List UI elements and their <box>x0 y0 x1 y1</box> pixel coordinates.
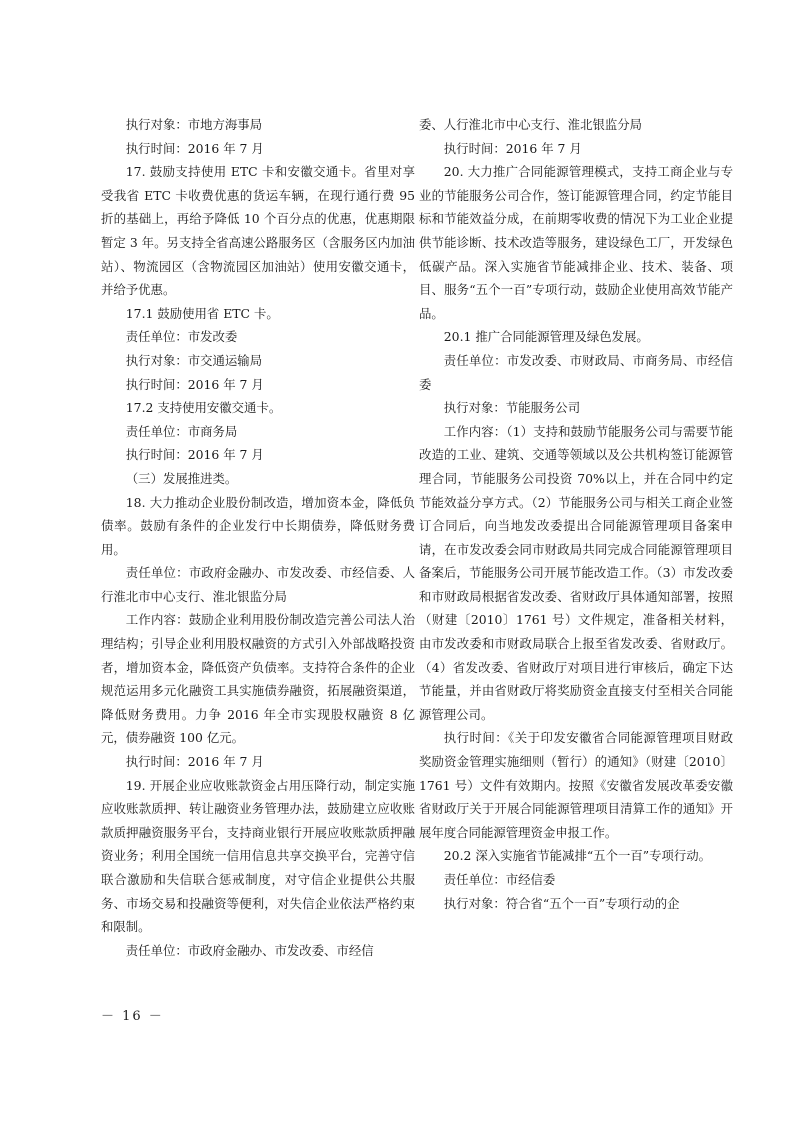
paragraph: 19. 开展企业应收账款资金占用压降行动，制定实施应收账款质押、转让融资业务管理办法，鼓励建立应收账款质押融资服务平台，支持商业银行开展应收账款质押融资业务；利用全国统一信用信息共享交换平台，完善守信联合激励和失信联合惩戒制度，对守信企业提供公共服务、市场交易和投融资等便利，对失信企业依法严格约束和限制。 <box>101 777 415 935</box>
paragraph: 责任单位：市商务局 <box>125 423 238 439</box>
paragraph: 20.1 推广合同能源管理及绿色发展。 <box>443 329 649 345</box>
section-heading: （三）发展推进类。 <box>125 470 238 486</box>
paragraph-continuation: 委、人行淮北市中心支行、淮北银监分局 <box>419 117 643 132</box>
paragraph: 执行时间：2016 年 7 月 <box>125 376 264 392</box>
paragraph: 工作内容：（1）支持和鼓励节能服务公司与需要节能改造的工业、建筑、交通等领域以及公共机构签订能源管理合同，节能服务公司投资 70%以上，并在合同中约定节能效益分享方式。（2）节能服务公司与相关工商企业签订合同后，向当地发改委提出合同能源管理项目备案申请，在市发改委会同市财政局共同完成合同能源管理项目备案后，节能服务公司开展节能改造工作。（3）市发改委和市财政局根据省发改委、省财政厅具体通知部署，按照（财建〔2010〕1761 号）文件规定，准备相关材料，由市发改委和市财政局联合上报至省发改委、省财政厅。（4）省发改委、省财政厅对项目进行审核后，确定下达节能量，并由省财政厅将奖励资金直接支付至相关合同能源管理公司。 <box>419 423 733 722</box>
paragraph: 执行时间：2016 年 7 月 <box>125 140 264 156</box>
page-number: － 16 － <box>101 1009 164 1024</box>
paragraph: 执行对象：市交通运输局 <box>125 352 263 368</box>
paragraph: 18. 大力推动企业股份制改造，增加资本金，降低负债率。鼓励有条件的企业发行中长期债券，降低财务费用。 <box>101 494 415 557</box>
paragraph: 17. 鼓励支持使用 ETC 卡和安徽交通卡。省里对享受我省 ETC 卡收费优惠的货运车辆，在现行通行费 95 折的基础上，再给予降低 10 个百分点的优惠，优惠期限暂定 3 年。另支持全省高速公路服务区（含服务区内加油站）、物流园区（含物流园区加油站）使用安徽交通卡，并给予优惠。 <box>101 164 415 298</box>
paragraph: 执行对象：节能服务公司 <box>443 400 581 416</box>
paragraph: 责任单位：市政府金融办、市发改委、市经信委、人行淮北市中心支行、淮北银监分局 <box>101 565 415 604</box>
paragraph: 20. 大力推广合同能源管理模式，支持工商企业与专业的节能服务公司合作，签订能源管理合同，约定节能目标和节能效益分成，在前期零收费的情况下为工业企业提供节能诊断、技术改造等服务，建设绿色工厂，开发绿色低碳产品。深入实施省节能减排企业、技术、装备、项目、服务“五个一百”专项行动，鼓励企业使用高效节能产品。 <box>419 164 733 321</box>
paragraph: 责任单位：市发改委、市财政局、市商务局、市经信委 <box>419 352 733 392</box>
paragraph: 执行对象：市地方海事局 <box>125 117 263 132</box>
paragraph: 17.1 鼓励使用省 ETC 卡。 <box>125 305 279 321</box>
paragraph: 执行时间：2016 年 7 月 <box>125 754 264 770</box>
paragraph: 执行时间：2016 年 7 月 <box>125 447 264 463</box>
left-column <box>101 113 415 962</box>
paragraph: 20.2 深入实施省节能减排“五个一百”专项行动。 <box>443 848 712 864</box>
paragraph: 17.2 支持使用安徽交通卡。 <box>125 400 282 416</box>
right-column <box>419 113 733 915</box>
paragraph: 责任单位：市政府金融办、市发改委、市经信 <box>125 942 374 958</box>
paragraph: 工作内容：鼓励企业利用股份制改造完善公司法人治理结构；引导企业利用股权融资的方式引入外部战略投资者，增加资本金，降低资产负债率。支持符合条件的企业规范运用多元化融资工具实施债券融资，拓展融资渠道，降低财务费用。力争 2016 年全市实现股权融资 8 亿元，债券融资 100 亿元。 <box>101 612 415 746</box>
paragraph: 执行时间：2016 年 7 月 <box>443 140 582 156</box>
paragraph: 执行时间：《关于印发安徽省合同能源管理项目财政奖励资金管理实施细则（暂行）的通知》（财建〔2010〕1761 号）文件有效期内。按照《安徽省发展改革委安徽省财政厅关于开展合同能源管理项目清算工作的通知》开展年度合同能源管理资金申报工作。 <box>419 730 733 840</box>
paragraph: 执行对象：符合省“五个一百”专项行动的企 <box>443 895 680 911</box>
paragraph: 责任单位：市发改委 <box>125 329 238 345</box>
paragraph: 责任单位：市经信委 <box>443 872 556 887</box>
